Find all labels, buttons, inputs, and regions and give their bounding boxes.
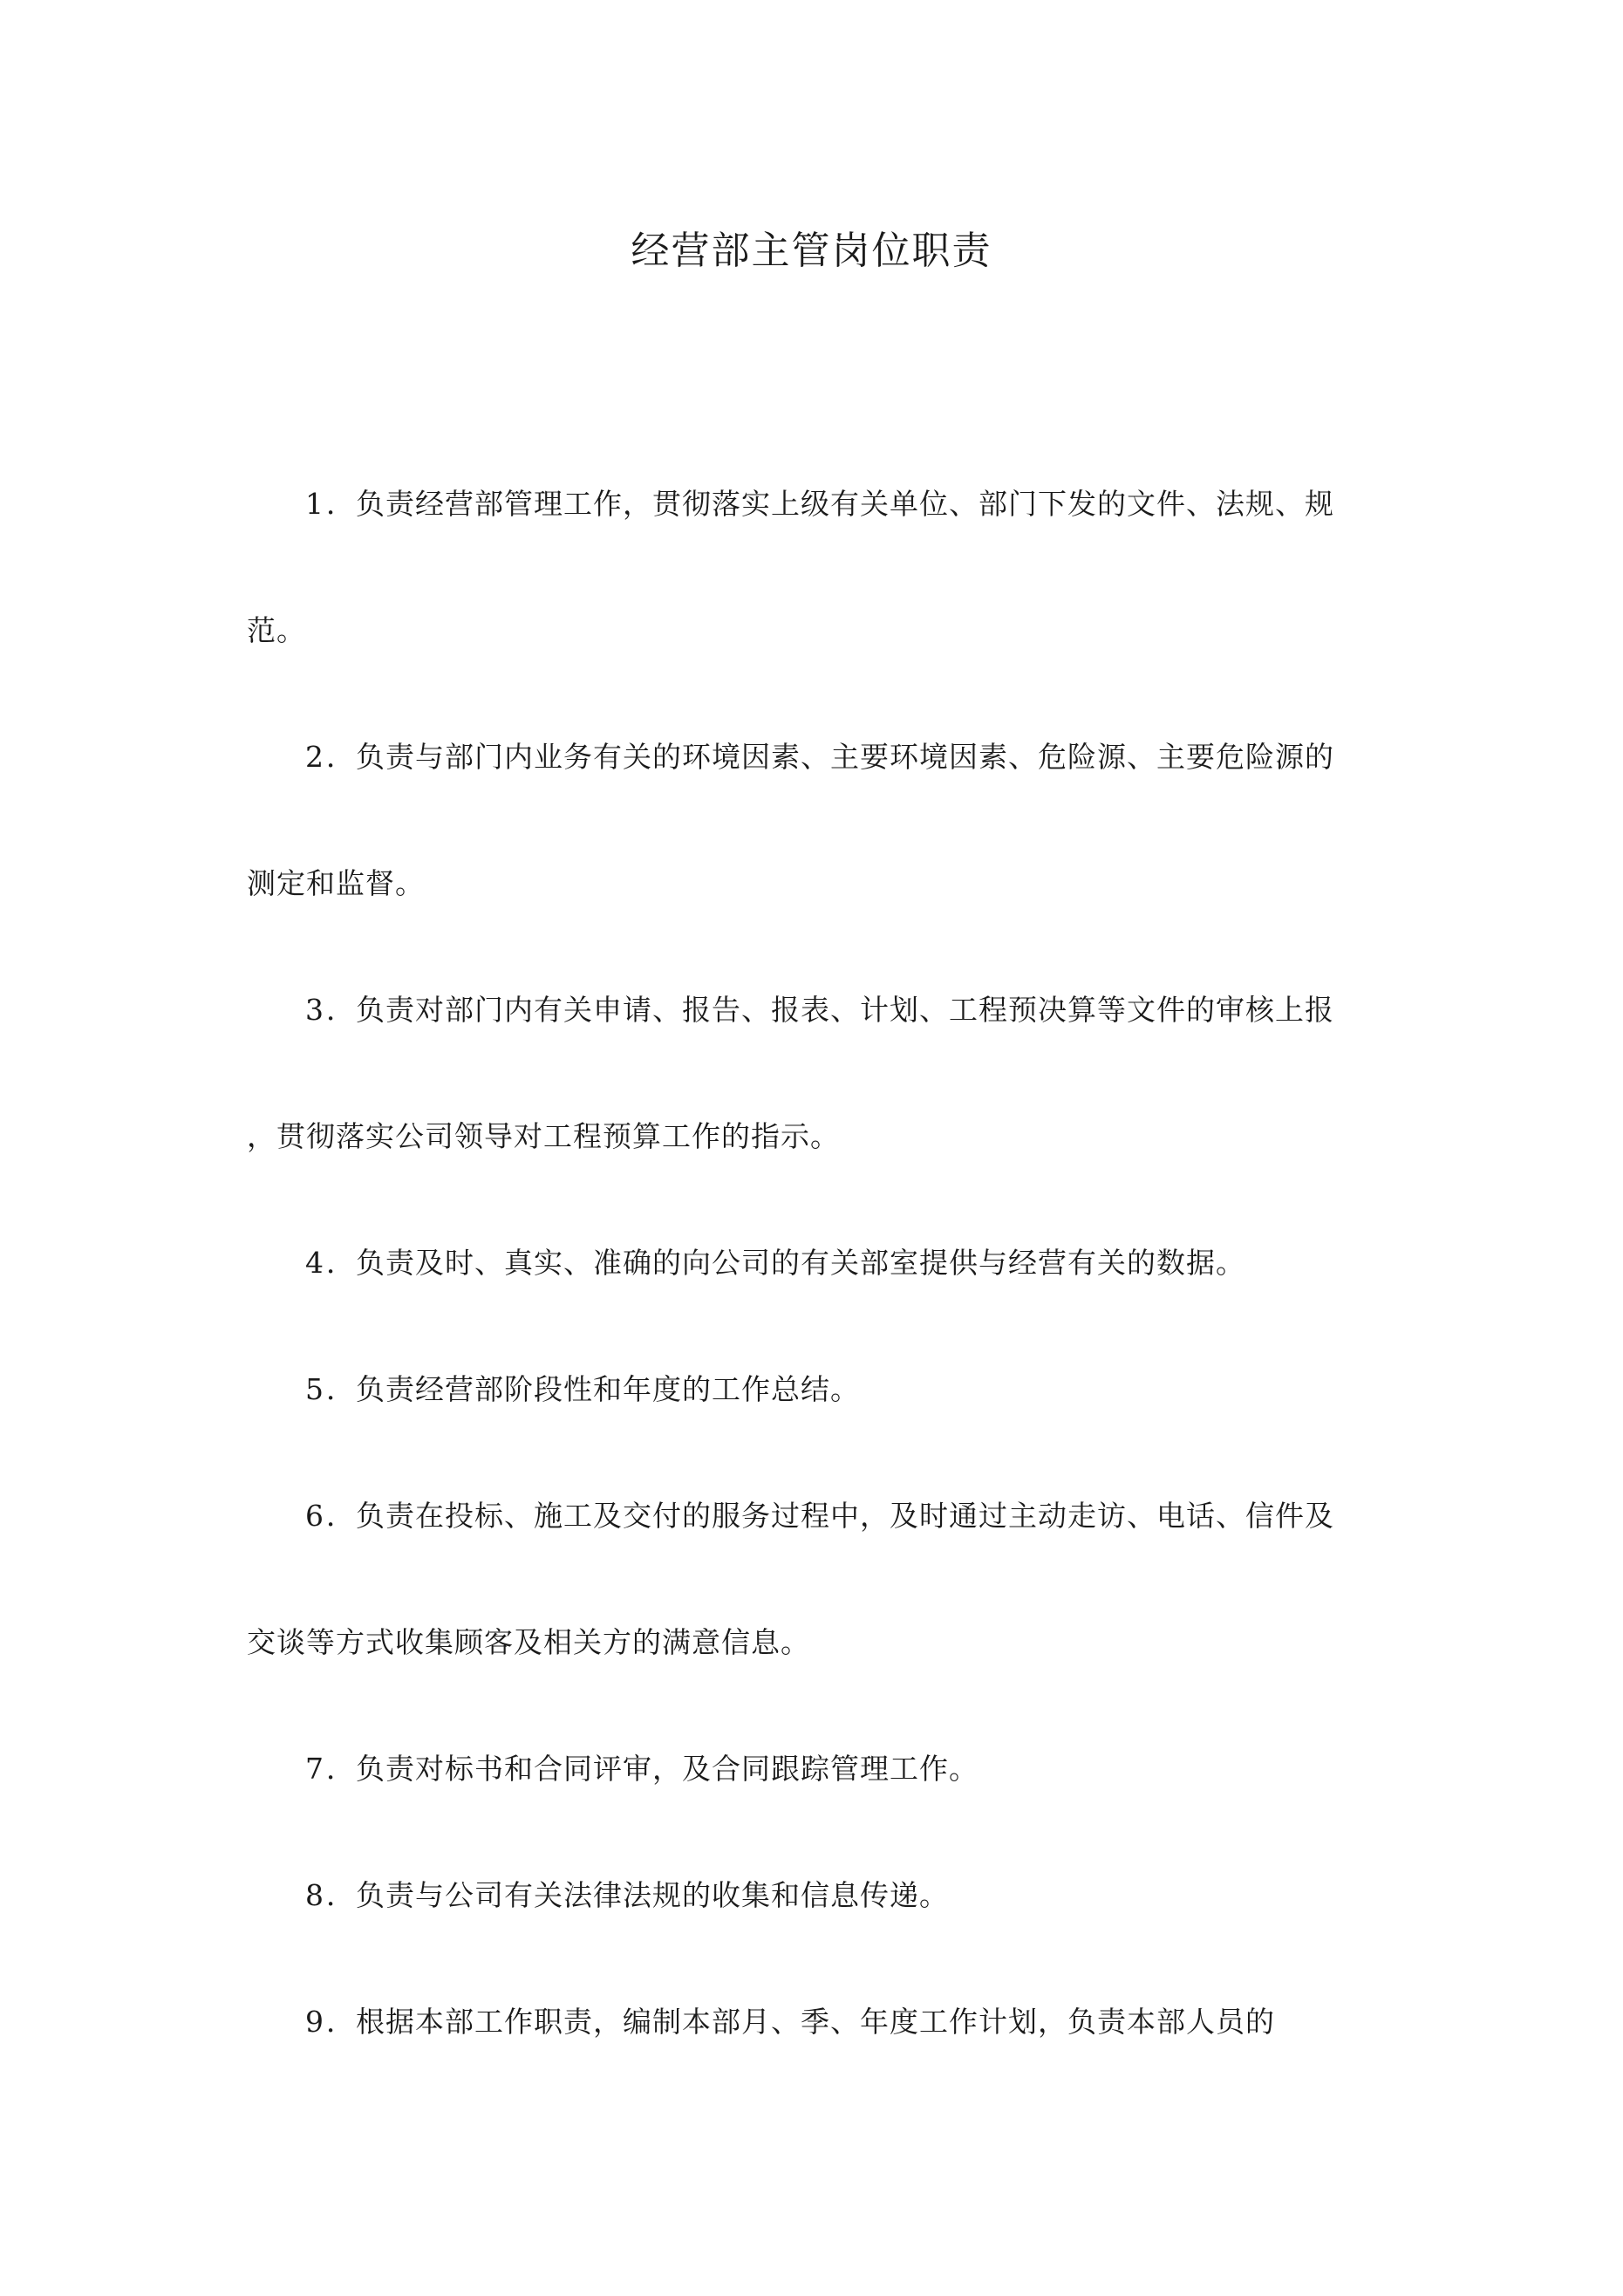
list-item-3-line-1 [305,990,1334,1030]
list-item-5-line-1 [305,1370,860,1410]
item-text: ．负责对标书和合同评审，及合同跟踪管理工作。 [326,1752,979,1786]
list-item-2-line-2: 测定和监督。 [247,866,425,900]
list-item-6-line-1 [305,1496,1334,1536]
item-number: 2 [305,740,324,774]
item-text: ．负责在投标、施工及交付的服务过程中，及时通过主动走访、电话、信件及 [326,1499,1334,1533]
list-item-3-line-2: ，贯彻落实公司领导对工程预算工作的指示。 [247,1119,840,1153]
list-item-7-line-1 [305,1749,979,1789]
list-item-2-line-1 [305,737,1334,777]
item-text: ．负责对部门内有关申请、报告、报表、计划、工程预决算等文件的审核上报 [326,993,1334,1027]
item-number: 6 [305,1499,324,1533]
item-number: 5 [305,1372,324,1406]
list-item-1-line-2: 范。 [247,613,306,647]
item-number: 1 [305,487,324,521]
list-item-9-line-1 [305,2002,1275,2042]
list-item-6-line-2: 交谈等方式收集顾客及相关方的满意信息。 [247,1625,810,1659]
list-item-8-line-1 [305,1876,949,1916]
list-item-1-line-1 [305,484,1334,524]
item-number: 4 [305,1246,324,1280]
item-text: ．负责经营部管理工作，贯彻落实上级有关单位、部门下发的文件、法规、规 [326,487,1334,521]
list-item-4-line-1 [305,1243,1245,1283]
item-text: ．负责与部门内业务有关的环境因素、主要环境因素、危险源、主要危险源的 [326,740,1334,774]
item-text: ．负责经营部阶段性和年度的工作总结。 [326,1372,860,1406]
item-number: 9 [305,2005,324,2039]
item-number: 7 [305,1752,324,1786]
item-text: ．负责与公司有关法律法规的收集和信息传递。 [326,1878,949,1912]
item-text: ．根据本部工作职责，编制本部月、季、年度工作计划，负责本部人员的 [326,2005,1275,2039]
item-text: ．负责及时、真实、准确的向公司的有关部室提供与经营有关的数据。 [326,1246,1245,1280]
item-number: 3 [305,993,324,1027]
document-title: 经营部主管岗位职责 [631,229,992,273]
item-number: 8 [305,1878,324,1912]
